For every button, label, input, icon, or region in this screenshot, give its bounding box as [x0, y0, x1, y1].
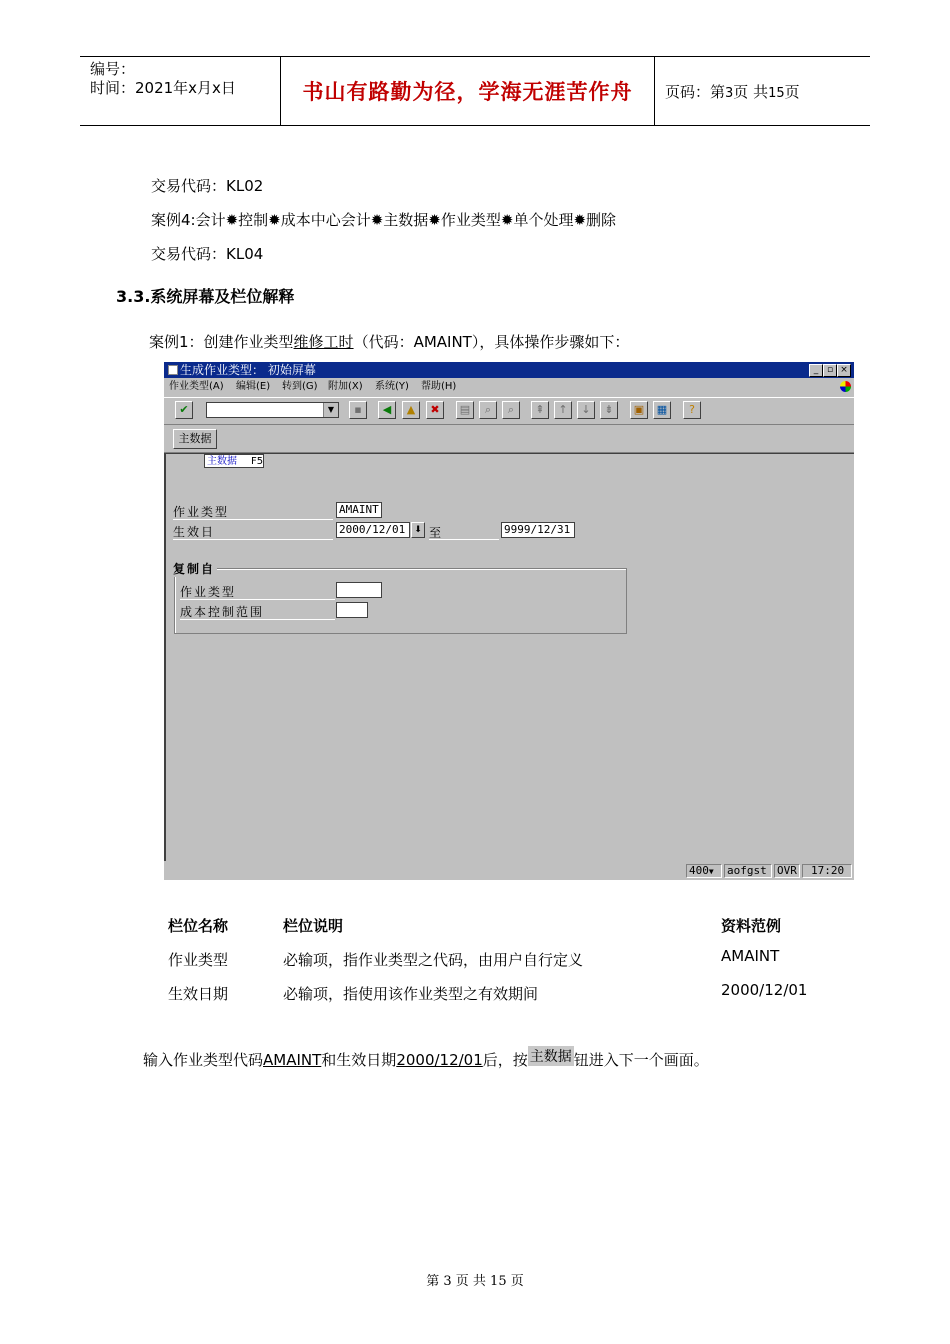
- status-client-value: 400: [689, 864, 709, 877]
- prev-page-icon[interactable]: ↑: [554, 401, 572, 419]
- time-label: 时间：2021年x月x日: [90, 79, 236, 97]
- sap-logo-icon: [840, 381, 851, 392]
- case4-path: 案例4:会计✹控制✹成本中心会计✹主数据✹作业类型✹单个处理✹删除: [151, 211, 617, 229]
- table-cell: 必输项，指作业类型之代码，由用户自行定义: [283, 951, 584, 969]
- create-session-icon[interactable]: ▣: [630, 401, 648, 419]
- divider: [180, 599, 335, 600]
- enter-icon[interactable]: ✔: [175, 401, 193, 419]
- activity-type-input[interactable]: AMAINT: [336, 502, 382, 518]
- page-header: [80, 56, 870, 126]
- divider: [180, 619, 335, 620]
- case1-underlined: 维修工时: [293, 333, 354, 351]
- instruction-p4: 钮进入下一个画面。: [573, 1051, 709, 1069]
- caret-down-icon: ▼: [708, 867, 714, 876]
- shortcut-icon[interactable]: ▦: [653, 401, 671, 419]
- next-page-icon[interactable]: ↓: [577, 401, 595, 419]
- section-title: 3.3.系统屏幕及栏位解释: [116, 287, 295, 306]
- page-indicator: [655, 81, 800, 102]
- status-bar: [164, 862, 854, 880]
- status-mode: OVR: [774, 864, 800, 878]
- menu-edit[interactable]: 编辑(E): [236, 381, 271, 392]
- find-icon[interactable]: ⌕: [479, 401, 497, 419]
- divider: [429, 539, 499, 540]
- header-motto-cell: [281, 57, 655, 125]
- page-suffix: 页: [784, 82, 800, 101]
- maximize-icon[interactable]: ▫: [823, 364, 837, 377]
- menu-extras[interactable]: 附加(X): [328, 381, 363, 392]
- page-mid: 页 共: [733, 82, 769, 101]
- header-page-cell: [655, 57, 870, 125]
- command-field[interactable]: [206, 402, 339, 418]
- table-cell: 必输项，指使用该作业类型之有效期间: [283, 985, 539, 1003]
- application-toolbar: [164, 424, 854, 453]
- status-client[interactable]: [686, 864, 722, 878]
- cancel-icon[interactable]: ✖: [426, 401, 444, 419]
- table-cell: 作业类型: [168, 951, 229, 969]
- copy-from-group: [174, 568, 627, 634]
- page-prefix: 页码：第: [665, 82, 726, 101]
- sap-window: [164, 362, 854, 880]
- divider: [173, 519, 333, 520]
- exit-icon[interactable]: ▲: [402, 401, 420, 419]
- number-label: 编号：: [90, 60, 136, 78]
- case1-suffix: （代码：AMAINT），具体操作步骤如下：: [353, 333, 630, 351]
- to-label: 至: [429, 526, 444, 540]
- copy-from-title: 复制自: [173, 562, 216, 576]
- case1-intro: [149, 331, 629, 352]
- transaction-code-kl04: 交易代码：KL04: [151, 245, 264, 263]
- table-header-example: 资料范例: [721, 917, 782, 935]
- tooltip-key: F5: [251, 456, 264, 467]
- instruction-p1: 输入作业类型代码: [143, 1051, 264, 1069]
- activity-type-label: 作业类型: [173, 505, 230, 519]
- minimize-icon[interactable]: _: [809, 364, 823, 377]
- copy-activity-type-label: 作业类型: [180, 585, 237, 599]
- instruction-p3: 后，按: [482, 1051, 528, 1069]
- page-current: 3: [725, 85, 734, 101]
- table-cell: 生效日期: [168, 985, 229, 1003]
- menu-system[interactable]: 系统(Y): [375, 381, 409, 392]
- case1-prefix: 案例1：创建作业类型: [149, 333, 294, 351]
- save-icon[interactable]: ▪: [349, 401, 367, 419]
- menu-help[interactable]: 帮助(H): [421, 381, 457, 392]
- date-picker-icon[interactable]: ⬇: [411, 522, 425, 538]
- tooltip-label: 主数据: [207, 456, 237, 467]
- table-cell: 2000/12/01: [721, 981, 808, 999]
- print-icon[interactable]: ▤: [456, 401, 474, 419]
- first-page-icon[interactable]: ⇞: [531, 401, 549, 419]
- transaction-code-kl02: 交易代码：KL02: [151, 177, 264, 195]
- close-icon[interactable]: ×: [837, 364, 851, 377]
- divider: [173, 539, 333, 540]
- back-icon[interactable]: ◀: [378, 401, 396, 419]
- window-titlebar: [164, 362, 854, 378]
- menu-activity-type[interactable]: 作业类型(A): [169, 381, 224, 392]
- copy-activity-type-input[interactable]: [336, 582, 382, 598]
- instruction-line: [143, 1046, 709, 1070]
- chevron-down-icon[interactable]: ▼: [323, 403, 338, 417]
- window-title: 生成作业类型： 初始屏幕: [180, 363, 316, 377]
- motto: 书山有路勤为径，学海无涯苦作舟: [302, 79, 633, 104]
- table-header-description: 栏位说明: [283, 917, 344, 935]
- inline-main-data-button: 主数据: [528, 1046, 574, 1066]
- window-icon: [168, 365, 178, 375]
- last-page-icon[interactable]: ⇟: [600, 401, 618, 419]
- main-data-button[interactable]: 主数据: [173, 429, 217, 449]
- header-meta: [80, 57, 281, 125]
- valid-from-input[interactable]: 2000/12/01: [336, 522, 410, 538]
- table-cell: AMAINT: [721, 947, 780, 965]
- table-header-field-name: 栏位名称: [168, 917, 229, 935]
- instruction-p2: 和生效日期: [321, 1051, 397, 1069]
- find-next-icon[interactable]: ⌕: [502, 401, 520, 419]
- status-time: 17:20: [802, 864, 852, 878]
- help-icon[interactable]: ?: [683, 401, 701, 419]
- copy-controlling-area-label: 成本控制范围: [180, 605, 265, 619]
- page-footer: 第 3 页 共 15 页: [426, 1274, 524, 1289]
- menu-bar: [164, 378, 854, 395]
- valid-to-input[interactable]: 9999/12/31: [501, 522, 575, 538]
- valid-from-label: 生效日: [173, 525, 216, 539]
- screen-area: [164, 453, 854, 861]
- status-server: aofgst: [724, 864, 772, 878]
- instruction-code: AMAINT: [263, 1051, 322, 1069]
- main-data-tooltip: [204, 454, 264, 468]
- instruction-date: 2000/12/01: [396, 1051, 483, 1069]
- page-total: 15: [768, 85, 785, 101]
- standard-toolbar: [164, 397, 854, 425]
- menu-goto[interactable]: 转到(G): [282, 381, 318, 392]
- copy-controlling-area-input[interactable]: [336, 602, 368, 618]
